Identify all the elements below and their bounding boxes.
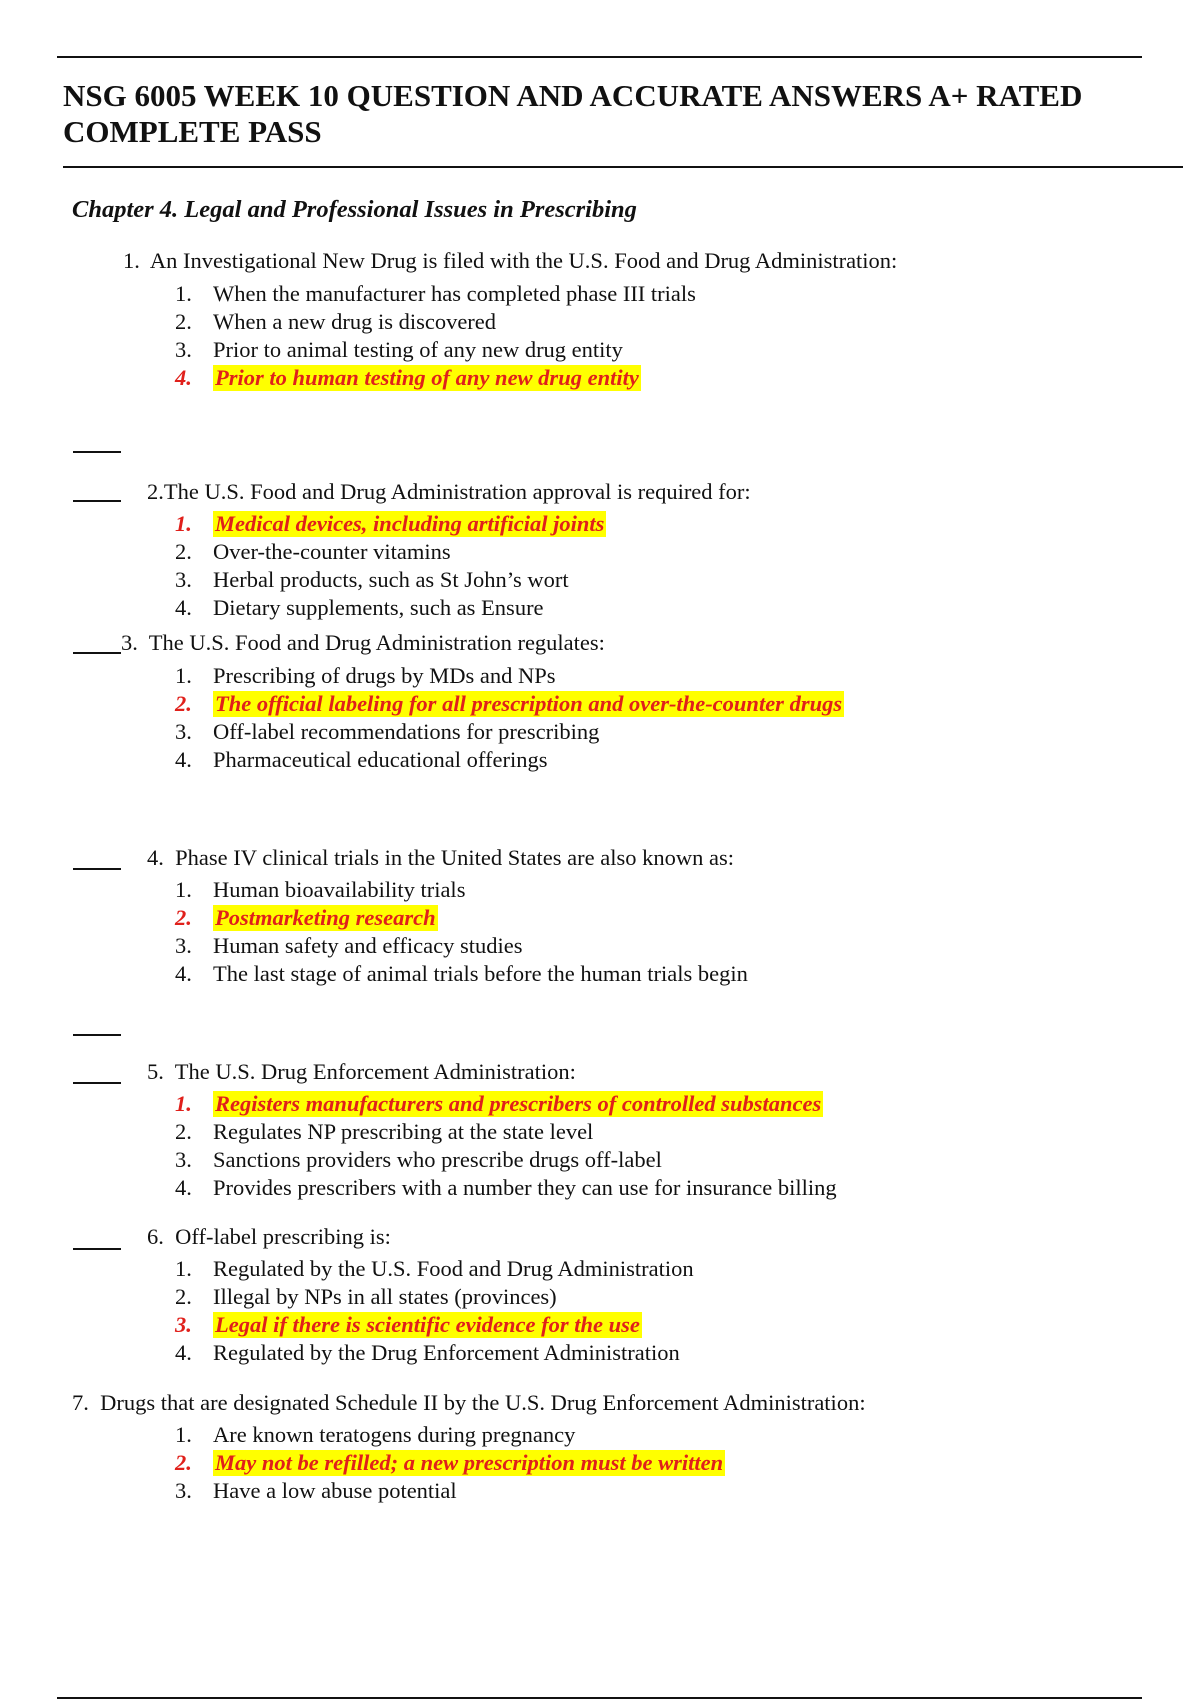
option-number: 2.: [175, 1119, 192, 1144]
option-text: Human safety and efficacy studies: [213, 933, 523, 958]
option-text: Pharmaceutical educational offerings: [213, 747, 548, 772]
question-6: [147, 1224, 391, 1250]
question-5: [147, 1059, 576, 1085]
option-text: Dietary supplements, such as Ensure: [213, 595, 544, 620]
option-number: 3.: [175, 1312, 192, 1337]
option-number: 4.: [175, 747, 192, 772]
option-text: Off-label recommendations for prescribing: [213, 719, 600, 744]
question-number: 2.: [147, 479, 164, 504]
answer-blank: [73, 1034, 121, 1036]
highlighted-answer: May not be refilled; a new prescription must be written: [215, 1450, 724, 1475]
question-text: Off-label prescribing is:: [175, 1224, 391, 1249]
option-text: Regulated by the U.S. Food and Drug Administration: [213, 1256, 694, 1281]
option-number: 3.: [175, 337, 192, 362]
option-number: 1.: [175, 1422, 192, 1447]
question-1: [123, 248, 897, 274]
option-text: Have a low abuse potential: [213, 1478, 457, 1503]
highlighted-answer: Legal if there is scientific evidence for the use: [215, 1312, 640, 1337]
option-text: Herbal products, such as St John’s wort: [213, 567, 569, 592]
question-text: Drugs that are designated Schedule II by the U.S. Drug Enforcement Administration:: [100, 1390, 866, 1415]
answer-blank: [73, 451, 121, 453]
chapter-heading: Chapter 4. Legal and Professional Issues in Prescribing: [72, 196, 637, 223]
option-number: 2.: [175, 309, 192, 334]
option-number: 4.: [175, 365, 192, 390]
answer-blank: [73, 1082, 121, 1084]
bottom-rule: [57, 1697, 1142, 1699]
option-text: Regulates NP prescribing at the state level: [213, 1119, 594, 1144]
option-text: Regulated by the Drug Enforcement Administration: [213, 1340, 680, 1365]
question-number: 3.: [121, 630, 138, 655]
title-underline-rule: [63, 166, 1183, 168]
option-number: 1.: [175, 877, 192, 902]
answer-blank: [73, 500, 121, 502]
option-text: Prior to animal testing of any new drug entity: [213, 337, 623, 362]
option-number: 2.: [175, 905, 192, 930]
question-2: [147, 479, 751, 505]
highlighted-answer: The official labeling for all prescription and over-the-counter drugs: [215, 691, 843, 716]
option-text: When the manufacturer has completed phase III trials: [213, 281, 696, 306]
highlighted-answer: Postmarketing research: [215, 905, 436, 930]
option-number: 4.: [175, 961, 192, 986]
highlighted-answer: Registers manufacturers and prescribers of controlled substances: [215, 1091, 822, 1116]
question-number: 7.: [72, 1390, 89, 1415]
answer-blank: [73, 652, 121, 654]
option-number: 3.: [175, 1147, 192, 1172]
option-text: Provides prescribers with a number they can use for insurance billing: [213, 1175, 837, 1200]
option-number: 2.: [175, 691, 192, 716]
question-text: Phase IV clinical trials in the United States are also known as:: [175, 845, 734, 870]
highlighted-answer: Prior to human testing of any new drug entity: [215, 365, 639, 390]
option-number: 3.: [175, 933, 192, 958]
option-number: 2.: [175, 1450, 192, 1475]
option-text: When a new drug is discovered: [213, 309, 497, 334]
question-4: [147, 845, 734, 871]
option-number: 3.: [175, 719, 192, 744]
question-text: The U.S. Food and Drug Administration approval is required for:: [163, 479, 751, 504]
highlighted-answer: Medical devices, including artificial joints: [215, 511, 605, 536]
question-text: The U.S. Drug Enforcement Administration:: [174, 1059, 576, 1084]
question-number: 1.: [123, 248, 140, 273]
option-number: 1.: [175, 511, 192, 536]
option-text: Sanctions providers who prescribe drugs off-label: [213, 1147, 662, 1172]
option-text: Over-the-counter vitamins: [213, 539, 451, 564]
option-text: Human bioavailability trials: [213, 877, 466, 902]
option-number: 3.: [175, 1478, 192, 1503]
option-number: 3.: [175, 567, 192, 592]
option-number: 1.: [175, 663, 192, 688]
question-number: 5.: [147, 1059, 164, 1084]
answer-blank: [73, 868, 121, 870]
question-7: [72, 1390, 866, 1416]
question-3: [121, 630, 605, 656]
answer-blank: [73, 1248, 121, 1250]
option-number: 1.: [175, 281, 192, 306]
option-text: Illegal by NPs in all states (provinces): [213, 1284, 557, 1309]
document-title: NSG 6005 WEEK 10 QUESTION AND ACCURATE ANSWERS A+ RATED COMPLETE PASS: [63, 78, 1083, 149]
option-text: The last stage of animal trials before the human trials begin: [213, 961, 748, 986]
option-number: 2.: [175, 539, 192, 564]
option-number: 4.: [175, 595, 192, 620]
option-number: 2.: [175, 1284, 192, 1309]
option-number: 1.: [175, 1091, 192, 1116]
question-text: The U.S. Food and Drug Administration regulates:: [148, 630, 605, 655]
option-text: Prescribing of drugs by MDs and NPs: [213, 663, 556, 688]
question-text: An Investigational New Drug is filed with the U.S. Food and Drug Administration:: [149, 248, 898, 273]
option-text: Are known teratogens during pregnancy: [213, 1422, 576, 1447]
question-number: 6.: [147, 1224, 164, 1249]
option-number: 4.: [175, 1175, 192, 1200]
top-rule: [57, 56, 1142, 58]
option-number: 4.: [175, 1340, 192, 1365]
option-number: 1.: [175, 1256, 192, 1281]
question-number: 4.: [147, 845, 164, 870]
